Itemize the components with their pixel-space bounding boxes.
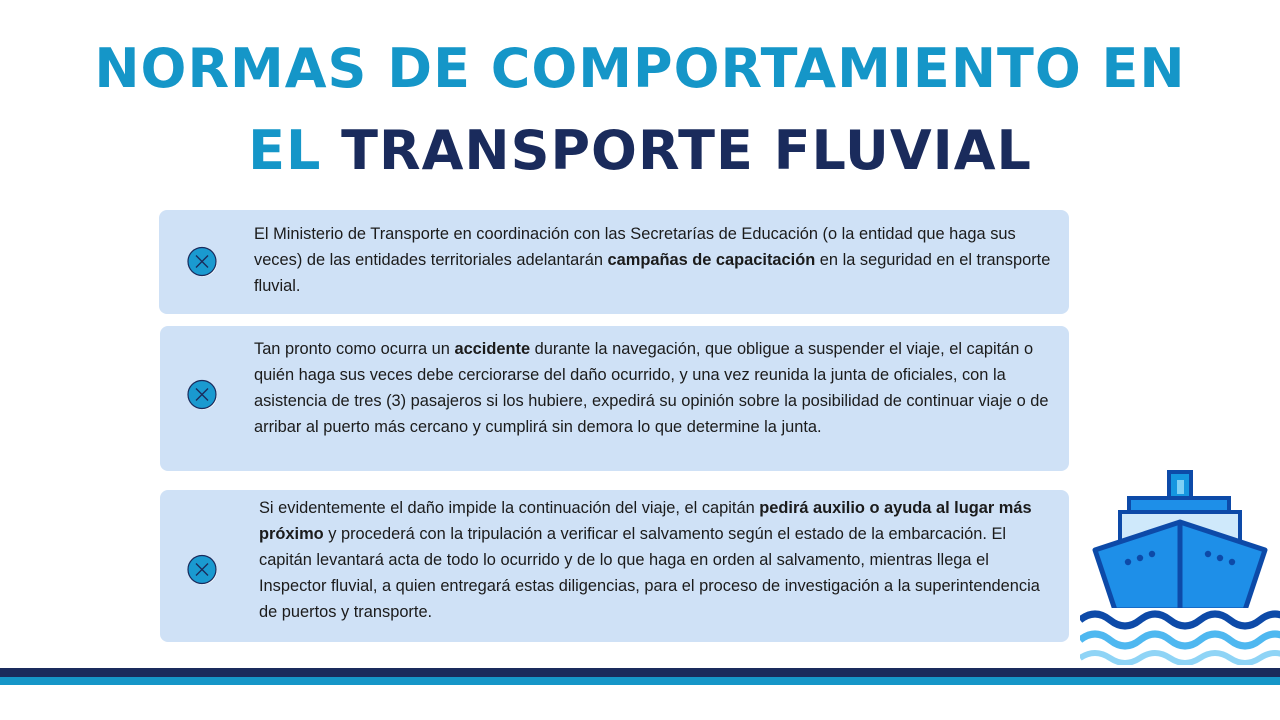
- rule-card-1: [159, 210, 1069, 314]
- circle-x-icon: [186, 554, 218, 586]
- circle-x-icon: [186, 246, 218, 278]
- title-line2-accent: EL: [248, 119, 322, 182]
- title-line2-main: TRANSPORTE FLUVIAL: [341, 119, 1032, 182]
- page-title: [0, 28, 1280, 192]
- footer-stripe-blue: [0, 677, 1280, 685]
- ship-on-waves-icon: [1080, 470, 1280, 665]
- rule-card-3: [160, 490, 1069, 642]
- circle-x-icon: [186, 379, 218, 411]
- rule-card-2: [160, 326, 1069, 471]
- rule-text-1: El Ministerio de Transporte en coordinación con las Secretarías de Educación (o la entidad que haga sus veces) de las entidades territoriales adelantarán campañas de capacitación en la seguridad en el transporte fluvial.: [254, 225, 1051, 295]
- rule-text-2: Tan pronto como ocurra un accidente durante la navegación, que obligue a suspender el viaje, el capitán o quién haga sus veces debe cerciorarse del daño ocurrido, y una vez reunida la junta de oficiales, con la asistencia de tres (3) pasajeros si los hubiere, expedirá su opinión sobre la posibilidad de continuar viaje o de arribar al puerto más cercano y cumplirá sin demora lo que determine la junta.: [254, 340, 1049, 436]
- title-line1: NORMAS DE COMPORTAMIENTO EN: [94, 37, 1186, 100]
- footer-stripe-navy: [0, 668, 1280, 677]
- rule-text-3: Si evidentemente el daño impide la continuación del viaje, el capitán pedirá auxilio o ayuda al lugar más próximo y procederá con la tripulación a verificar el salvamento según el estado de la embarcación. El capitán levantará acta de todo lo ocurrido y de lo que haga en orden al salvamento, mientras llega el Inspector fluvial, a quien entregará estas diligencias, para el proceso de investigación a la superintendencia de puertos y transporte.: [259, 499, 1040, 621]
